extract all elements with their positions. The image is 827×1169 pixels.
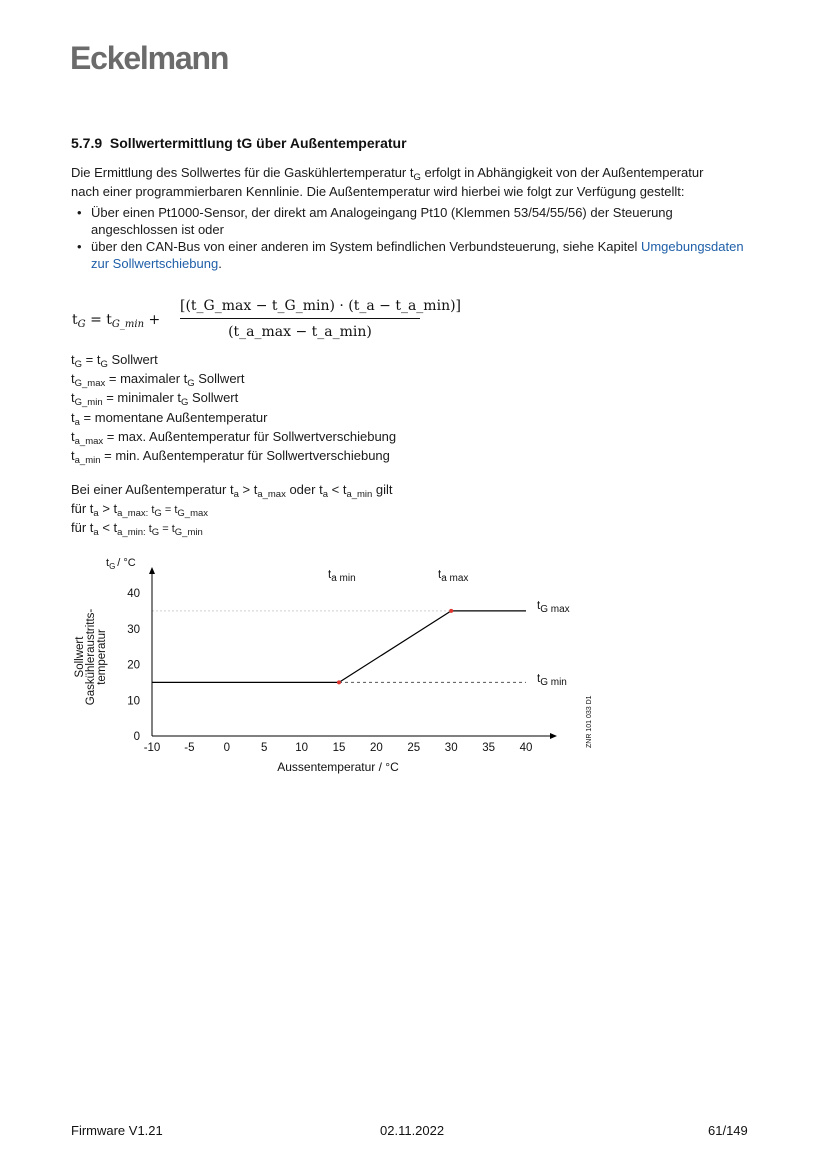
def-mid: = momentane Außentemperatur: [79, 409, 268, 425]
annotation-ta-min: ta min: [328, 569, 356, 584]
y-tick-label: 40: [127, 588, 140, 600]
def-sym: t: [71, 390, 75, 406]
bullet-text: über den CAN-Bus von einer anderen im System befindlichen Verbundsteuerung, siehe Kapitel: [91, 239, 641, 254]
def-mid: = maximaler t: [105, 371, 188, 387]
y-tick-label: 30: [127, 623, 140, 636]
def-sub2: G: [181, 397, 189, 409]
formula-t: t: [72, 312, 78, 328]
def-sub: G_min: [74, 397, 103, 409]
x-tick-label: -5: [184, 742, 195, 754]
eckelmann-logo: Eckelmann: [70, 40, 229, 76]
x-tick-label: 40: [519, 742, 533, 754]
x-tick-label: 10: [295, 742, 308, 754]
bullet-tail: .: [218, 255, 222, 271]
bullet-text: Über einen Pt1000-Sensor, der direkt am Analogeingang Pt10 (Klemmen 53/54/55/56) der Steuerung angeschlossen ist oder: [91, 205, 673, 237]
def-sub: G: [74, 359, 83, 370]
definition-row: [71, 427, 396, 446]
x-tick-label: 15: [332, 742, 346, 754]
def-sym: t: [71, 409, 75, 425]
umgebungsdaten-link[interactable]: Umgebungsdaten zur Sollwertschiebung: [91, 239, 744, 271]
x-tick-label: 25: [407, 742, 421, 754]
def-sub2: G: [187, 378, 195, 390]
def-sub: a_max: [74, 435, 104, 447]
formula-fraction: [180, 295, 462, 343]
source-list: [71, 205, 761, 273]
footer-date: 02.11.2022: [380, 1123, 445, 1138]
definition-row: [71, 350, 396, 369]
definition-row: [71, 446, 396, 465]
def-sub: G_max: [74, 378, 106, 390]
formula-numerator: [(t_G_max − t_G_min) · (t_a − t_a_min)]: [180, 298, 462, 314]
footer-firmware: Firmware V1.21: [71, 1123, 163, 1138]
annotation-ta-max: ta max: [438, 569, 469, 584]
figure-id: ZNR 101 033 D1: [586, 695, 593, 748]
limit-rules: [71, 481, 393, 539]
rule-line: für $t_a > t_{a\_max:}$ $t_G = t_{G\_max}$: [71, 500, 209, 519]
def-sub: a_min: [74, 455, 101, 467]
x-tick-label: 5: [260, 742, 268, 754]
y-unit-label: $t_G / ^\circ C$: [106, 557, 136, 571]
definition-row: [71, 408, 396, 427]
formula-plus: +: [144, 312, 161, 328]
list-item: [71, 239, 761, 272]
y-title-line: Gaskühleraustritts-: [85, 608, 97, 706]
section-number: 5.7.9: [71, 135, 103, 151]
x-axis-title: Aussentemperatur / °C: [277, 760, 399, 774]
def-text: Sollwert: [188, 390, 239, 406]
formula-min-sub: G_min: [111, 319, 145, 330]
y-tick-label: 10: [127, 695, 140, 708]
def-sym: t: [71, 428, 75, 444]
x-axis-arrow: [550, 733, 557, 739]
intro-line2: nach einer programmierbaren Kennlinie. Die Außentemperatur wird hierbei wie folgt zur Verfügung gestellt:: [71, 184, 685, 199]
y-tick-label: 0: [133, 731, 140, 743]
formula-eq: = t: [85, 312, 112, 328]
def-mid: = max. Außentemperatur für Sollwertverschiebung: [103, 428, 397, 444]
formula-t-sub: G: [77, 319, 86, 330]
x-tick-label: 35: [482, 742, 495, 754]
rule-line: für $t_a < t_{a\_min:}$ $t_G = t_{G\_min}$: [71, 520, 203, 538]
x-tick-label: -10: [143, 742, 161, 754]
y-tick-label: 20: [127, 659, 140, 672]
x-tick-label: 20: [370, 742, 383, 754]
def-mid: = minimaler t: [102, 390, 181, 406]
list-item: [71, 205, 761, 238]
annotation-tg-max: tG max: [537, 600, 570, 615]
intro-line1-a: Die Ermittlung des Sollwertes für die Gaskühlertemperatur t: [71, 165, 414, 180]
def-text: Sollwert: [194, 371, 245, 387]
formula-lhs: [72, 312, 160, 328]
def-sym: t: [71, 371, 75, 387]
def-mid: = t: [82, 352, 101, 367]
fraction-bar: [180, 318, 420, 319]
y-axis-title: [74, 609, 108, 706]
x-tick-label: 0: [223, 742, 231, 754]
footer-page: 61/149: [708, 1123, 748, 1138]
def-sub2: G: [100, 359, 108, 370]
annotation-tg-min: tG min: [537, 673, 567, 688]
formula-denominator: (t_a_max − t_a_min): [228, 324, 372, 340]
definition-row: [71, 388, 396, 407]
def-sym: t: [71, 352, 75, 367]
section-title: Sollwertermittlung tG über Außentemperatur: [109, 135, 407, 151]
intro-line1-sub: G: [413, 172, 421, 183]
def-mid: = min. Außentemperatur für Sollwertverschiebung: [100, 448, 390, 464]
y-axis-arrow: [149, 567, 155, 574]
setpoint-chart: [60, 550, 620, 785]
def-text: Sollwert: [107, 352, 158, 367]
x-tick-label: 30: [444, 742, 458, 754]
setpoint-formula: [72, 295, 462, 345]
series-line: [152, 611, 526, 683]
intro-paragraph: [71, 163, 761, 201]
section-heading: [71, 135, 407, 151]
def-sym: t: [71, 448, 75, 464]
definition-row: [71, 369, 396, 388]
symbol-definitions: [71, 350, 396, 465]
def-sub: a: [74, 416, 80, 428]
rule-line: Bei einer Außentemperatur $t_a > t_{a\_max}$ oder $t_a < t_{a\_min}$ gilt: [71, 482, 393, 500]
intro-line1-b: erfolgt in Abhängigkeit von der Außentemperatur: [420, 165, 704, 180]
breakpoint-marker: [449, 609, 453, 613]
y-title-line: Sollwert: [74, 636, 86, 678]
breakpoint-marker: [337, 680, 341, 684]
y-title-line: temperatur: [96, 629, 108, 685]
